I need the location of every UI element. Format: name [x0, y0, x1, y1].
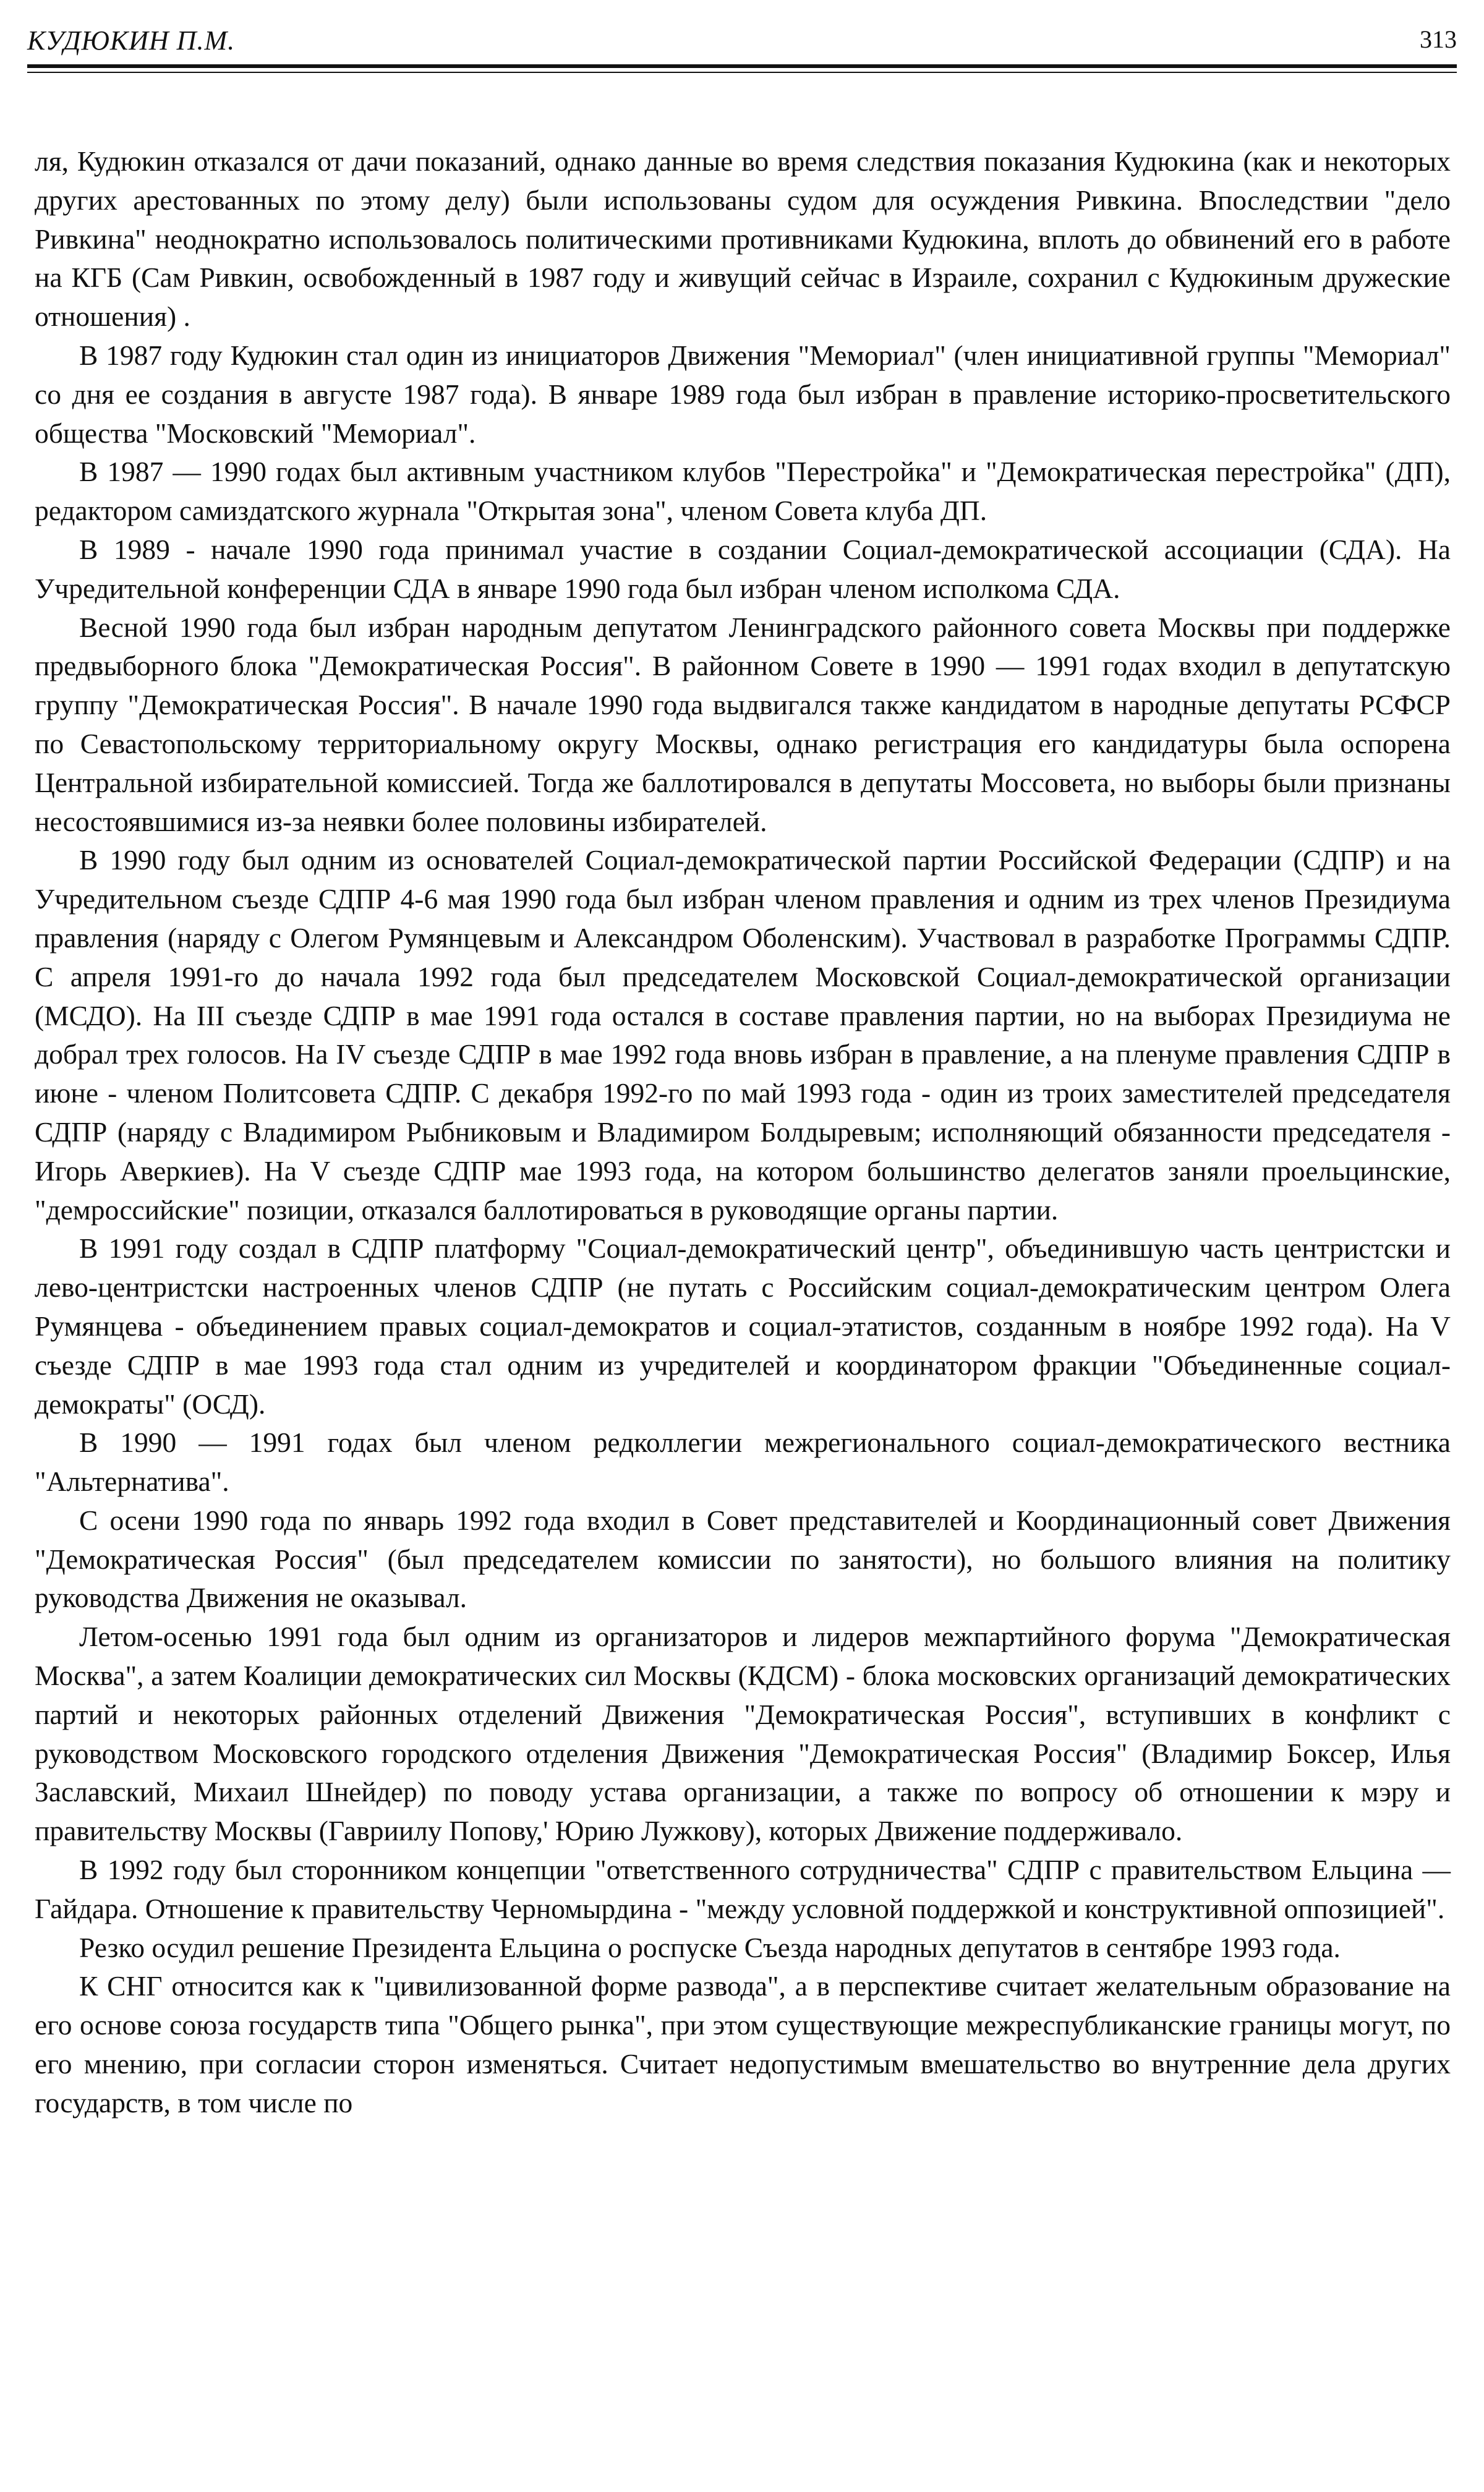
- paragraph: В 1987 — 1990 годах был активным участником клубов "Перестройка" и "Демократическая перестройка" (ДП), редактором самиздатского журнала "Открытая зона", членом Совета клуба ДП.: [35, 456, 1451, 527]
- paragraph: В 1992 году был сторонником концепции "ответственного сотрудничества" СДПР с правительством Ельцина — Гайдара. Отношение к правительству Черномырдина - "между условной поддержкой и конструктивной оппозицией".: [35, 1854, 1451, 1924]
- paragraph: Резко осудил решение Президента Ельцина о роспуске Съезда народных депутатов в сентябре 1993 года.: [79, 1931, 1341, 1963]
- header-rule-thick: [27, 64, 1457, 68]
- body-text: [35, 142, 1451, 2123]
- paragraph: С осени 1990 года по январь 1992 года входил в Совет представителей и Координационный совет Движения "Демократическая Россия" (был председателем комиссии по занятости), но большого влияния на политику руководства Движения не оказывал.: [35, 1504, 1451, 1614]
- paragraph: В 1990 году был одним из основателей Социал-демократической партии Российской Федерации (СДПР) и на Учредительном съезде СДПР 4-6 мая 1990 года был избран членом правления и одним из трех членов Президиума правления (наряду с Олегом Румянцевым и Александром Оболенским). Участвовал в разработке Программы СДПР. С апреля 1991-го до начала 1992 года был председателем Московской Социал-демократической организации (МСДО). На III съезде СДПР в мае 1991 года остался в составе правления партии, но на выборах Президиума не добрал трех голосов. На IV съезде СДПР в мае 1992 года вновь избран в правление, а на пленуме правления СДПР в июне - членом Политсовета СДПР. С декабря 1992-го по май 1993 года - один из троих заместителей председателя СДПР (наряду с Владимиром Рыбниковым и Владимиром Болдыревым; исполняющий обязанности председателя - Игорь Аверкиев). На V съезде СДПР мае 1993 года, на котором большинство делегатов заняли проельцинские, "демроссийские" позиции, отказался баллотироваться в руководящие органы партии.: [35, 844, 1451, 1226]
- paragraph: ля, Кудюкин отказался от дачи показаний, однако данные во время следствия показания Кудюкина (как и некоторых других арестованных по этому делу) были использованы судом для осуждения Ривкина. Впоследствии "дело Ривкина" неоднократно использовалось политическими противниками Кудюкина, вплоть до обвинений его в работе на КГБ (Сам Ривкин, освобожденный в 1987 году и живущий сейчас в Израиле, сохранил с Кудюкиным дружеские отношения) .: [35, 145, 1451, 333]
- page-number: 313: [1420, 25, 1457, 53]
- paragraph: В 1987 году Кудюкин стал один из инициаторов Движения "Мемориал" (член инициативной группы "Мемориал" со дня ее создания в августе 1987 года). В январе 1989 года был избран в правление историко-просветительского общества "Московский "Мемориал".: [35, 339, 1451, 449]
- paragraph: Весной 1990 года был избран народным депутатом Ленинградского районного совета Москвы при поддержке предвыборного блока "Демократическая Россия". В районном Совете в 1990 — 1991 годах входил в депутатскую группу "Демократическая Россия". В начале 1990 года выдвигался также кандидатом в народные депутаты РСФСР по Севастопольскому территориальному округу Москвы, однако регистрация его кандидатуры была оспорена Центральной избирательной комиссией. Тогда же баллотировался в депутаты Моссовета, но выборы были признаны несостоявшимися из-за неявки более половины избирателей.: [35, 611, 1451, 837]
- paragraph: В 1990 — 1991 годах был членом редколлегии межрегионального социал-демократического вестника "Альтернатива".: [35, 1427, 1451, 1498]
- paragraph: В 1989 - начале 1990 года принимал участие в создании Социал-демократической ассоциации (СДА). На Учредительной конференции СДА в январе 1990 года был избран членом исполкома СДА.: [35, 533, 1451, 604]
- paragraph: В 1991 году создал в СДПР платформу "Социал-демократический центр", объединившую часть центристски и лево-центристски настроенных членов СДПР (не путать с Российским социал-демократическим центром Олега Румянцева - объединением правых социал-демократов и социал-этатистов, созданным в ноябре 1992 года). На V съезде СДПР в мае 1993 года стал одним из учредителей и координатором фракции "Объединенные социал-демократы" (ОСД).: [35, 1232, 1451, 1420]
- running-head: КУДЮКИН П.М.: [27, 25, 236, 56]
- paragraph: К СНГ относится как к "цивилизованной форме развода", а в перспективе считает желательным образование на его основе союза государств типа "Общего рынка", при этом существующие межреспубликанские границы могут, по его мнению, при согласии сторон изменяться. Считает недопустимым вмешательство во внутренние дела других государств, в том числе по: [35, 1970, 1451, 2119]
- header-rule-thin: [27, 72, 1457, 73]
- paragraph: Летом-осенью 1991 года был одним из организаторов и лидеров межпартийного форума "Демократическая Москва", а затем Коалиции демократических сил Москвы (КДСМ) - блока московских организаций демократических партий и некоторых районных отделений Движения "Демократическая Россия", вступивших в конфликт с руководством Московского городского отделения Движения "Демократическая Россия" (Владимир Боксер, Илья Заславский, Михаил Шнейдер) по поводу устава организации, а также по вопросу об отношении к мэру и правительству Москвы (Гавриилу Попову,' Юрию Лужкову), которых Движение поддерживало.: [35, 1621, 1451, 1847]
